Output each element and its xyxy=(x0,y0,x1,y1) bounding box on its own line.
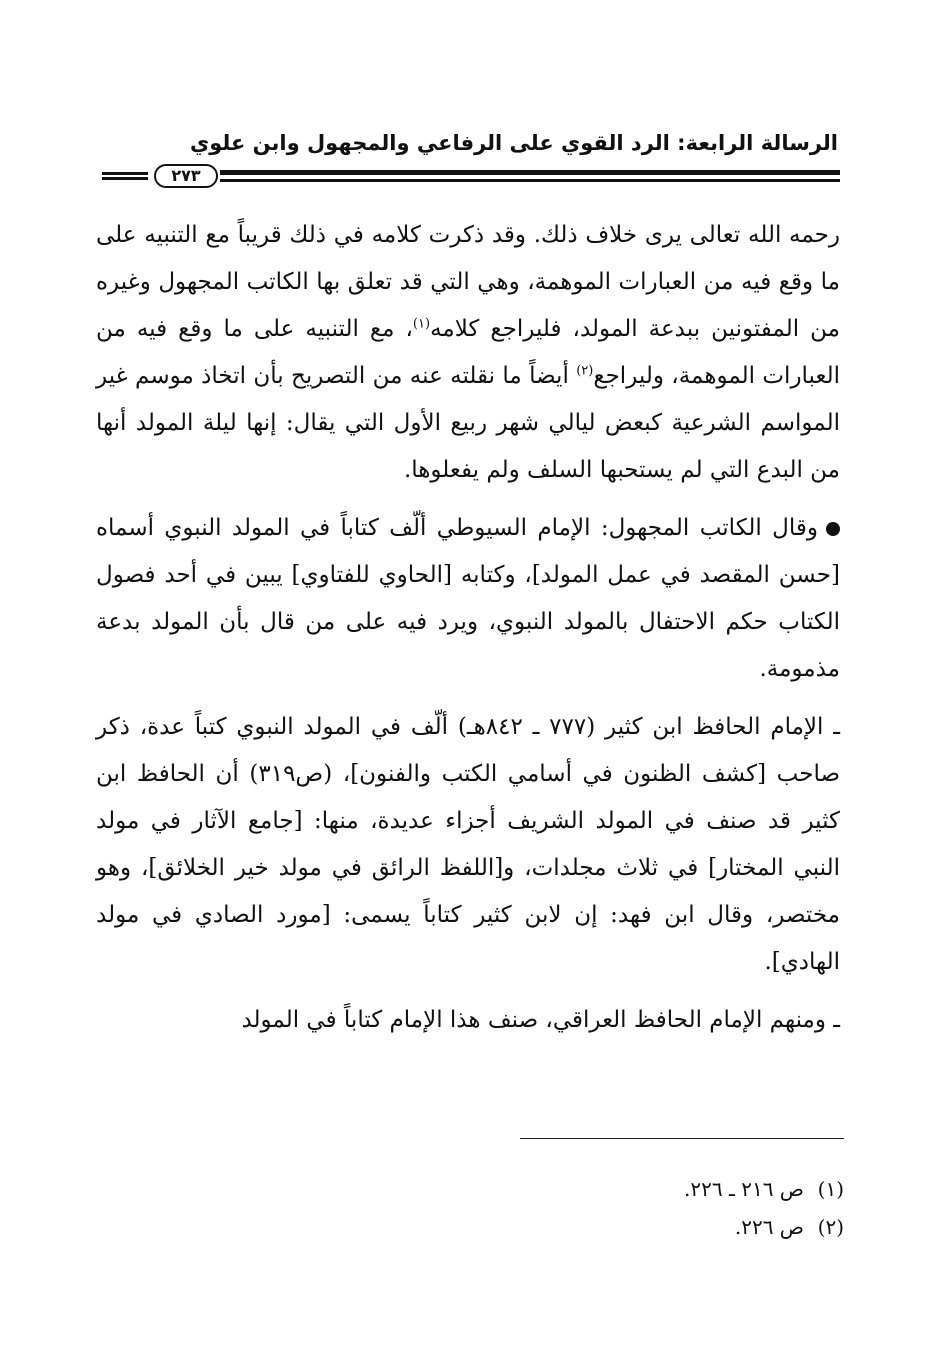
footnote-2-text: ص ٢٢٦. xyxy=(734,1215,804,1239)
header-rule-left xyxy=(102,172,148,180)
paragraph-3-text: ـ الإمام الحافظ ابن كثير (٧٧٧ ـ ٨٤٢هـ) ألّف في المولد النبوي كتباً عدة، ذكر صاحب [كشف الظنون في أسامي الكتب والفنون]، (ص٣١٩) أن الحافظ ابن كثير قد صنف في المولد الشريف أجزاء عديدة، منها: [جامع الآثار في مولد النبي المختار] في ثلاث مجلدات، و[اللفظ الرائق في مولد خير الخلائق]، وهو مختصر، وقال ابن فهد: إن لابن كثير كتاباً يسمى: [مورد الصادي في مولد الهادي]. xyxy=(96,714,840,975)
paragraph-4 xyxy=(96,997,840,1044)
paragraph-1 xyxy=(96,212,840,494)
footnote-divider xyxy=(520,1138,844,1139)
paragraph-2 xyxy=(96,505,840,693)
page-number: ٢٧٣ xyxy=(154,164,218,188)
footnote-2-number: (٢) xyxy=(817,1215,844,1239)
footnote-ref-1[interactable]: (١) xyxy=(412,316,431,332)
paragraph-3 xyxy=(96,704,840,986)
bullet-icon xyxy=(826,522,840,536)
footnote-2 xyxy=(100,1208,844,1246)
paragraph-2-text: وقال الكاتب المجهول: الإمام السيوطي ألّف كتاباً في المولد النبوي أسماه [حسن المقصد في عمل المولد]، وكتابه [الحاوي للفتاوي] يبين في أحد فصول الكتاب حكم الاحتفال بالمولد النبوي، ويرد فيه على من قال بأن المولد بدعة مذمومة. xyxy=(96,515,840,682)
footnote-1-number: (١) xyxy=(817,1177,844,1201)
header-rule-right xyxy=(220,170,840,182)
body-text xyxy=(96,212,840,1055)
paragraph-1-part-a: رحمه الله تعالى يرى خلاف ذلك. وقد ذكرت كلامه في ذلك قريباً مع التنبيه على ما وقع فيه من العبارات الموهمة، وهي التي قد تعلق بها الكاتب المجهول وغيره من المفتونين ببدعة المولد، فليراجع كلامه xyxy=(96,222,840,342)
footnotes xyxy=(100,1170,844,1246)
footnote-ref-2[interactable]: (٢) xyxy=(576,363,594,379)
running-title: الرسالة الرابعة: الرد القوي على الرفاعي والمجهول وابن علوي xyxy=(189,131,838,155)
footnote-1 xyxy=(100,1170,844,1208)
paragraph-4-text: ـ ومنهم الإمام الحافظ العراقي، صنف هذا الإمام كتاباً في المولد xyxy=(241,1007,840,1033)
paragraph-1-part-c: أيضاً ما نقلته عنه من التصريح بأن اتخاذ موسم غير المواسم الشرعية كبعض ليالي شهر ربيع الأول التي يقال: إنها ليلة المولد أنها من البدع التي لم يستحبها السلف ولم يفعلوها. xyxy=(96,363,840,483)
header-rule xyxy=(102,164,840,190)
footnote-1-text: ص ٢١٦ ـ ٢٢٦. xyxy=(684,1177,804,1201)
paragraph-1-part-b: ، مع التنبيه على ما وقع فيه من العبارات الموهمة، وليراجع xyxy=(96,316,840,389)
